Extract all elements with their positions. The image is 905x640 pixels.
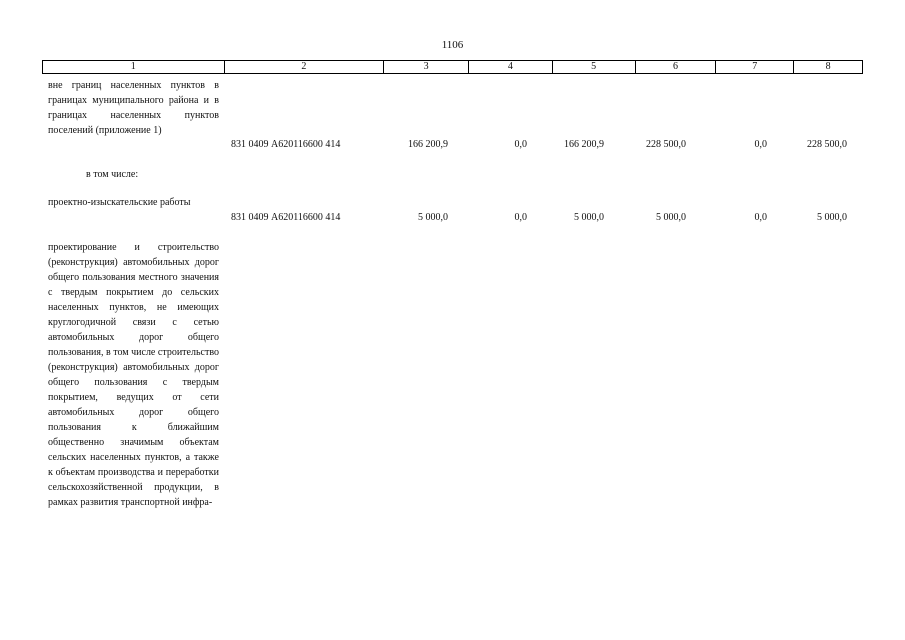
column-header-5: 5 xyxy=(552,61,635,73)
column-header-2: 2 xyxy=(224,61,384,73)
page-number: 1106 xyxy=(441,39,464,51)
row-3-col4: 0,0 xyxy=(514,212,527,223)
row-1-col7: 0,0 xyxy=(754,139,767,150)
row-1-col3: 166 200,9 xyxy=(408,139,448,150)
row-3-col3: 5 000,0 xyxy=(418,212,448,223)
column-header-7: 7 xyxy=(715,61,793,73)
row-3-code: 831 0409 А620116600 414 xyxy=(231,212,341,223)
row-1-col5: 166 200,9 xyxy=(564,139,604,150)
row-3-col6: 5 000,0 xyxy=(656,212,686,223)
row-1-col4: 0,0 xyxy=(514,139,527,150)
row-3-col8: 5 000,0 xyxy=(817,212,847,223)
row-3-col7: 0,0 xyxy=(754,212,767,223)
row-1-code: 831 0409 А620116600 414 xyxy=(231,139,341,150)
column-header-1: 1 xyxy=(130,61,136,72)
column-header-4: 4 xyxy=(468,61,552,73)
row-1-col6: 228 500,0 xyxy=(646,139,686,150)
column-header-8: 8 xyxy=(793,61,862,73)
row-3-description: проектно-изыскательские работы xyxy=(48,197,191,208)
column-header-6: 6 xyxy=(635,61,716,73)
row-2-description: в том числе: xyxy=(86,169,139,180)
table-header-row xyxy=(42,60,863,74)
row-1-col8: 228 500,0 xyxy=(807,139,847,150)
column-header-3: 3 xyxy=(383,61,468,73)
row-1-description: вне границ населенных пунктов в границах муниципального района и в границах населенных пунктов поселений (приложение 1) xyxy=(48,80,219,136)
row-3-col5: 5 000,0 xyxy=(574,212,604,223)
row-4-description: проектирование и строительство (реконструкция) автомобильных дорог общего пользования местного значения с твердым покрытием до сельских населенных пунктов, не имеющих круглогодичной связи с сетью автомобильных дорог общего пользования, в том числе строительство (реконструкция) автомобильных дорог общего пользования с твердым покрытием, ведущих от сети автомобильных дорог общего пользования к ближайшим общественно значимым объектам сельских населенных пунктов, а также к объектам производства и переработки сельскохозяйственной продукции, в рамках развития транспортной инфра- xyxy=(48,242,219,508)
